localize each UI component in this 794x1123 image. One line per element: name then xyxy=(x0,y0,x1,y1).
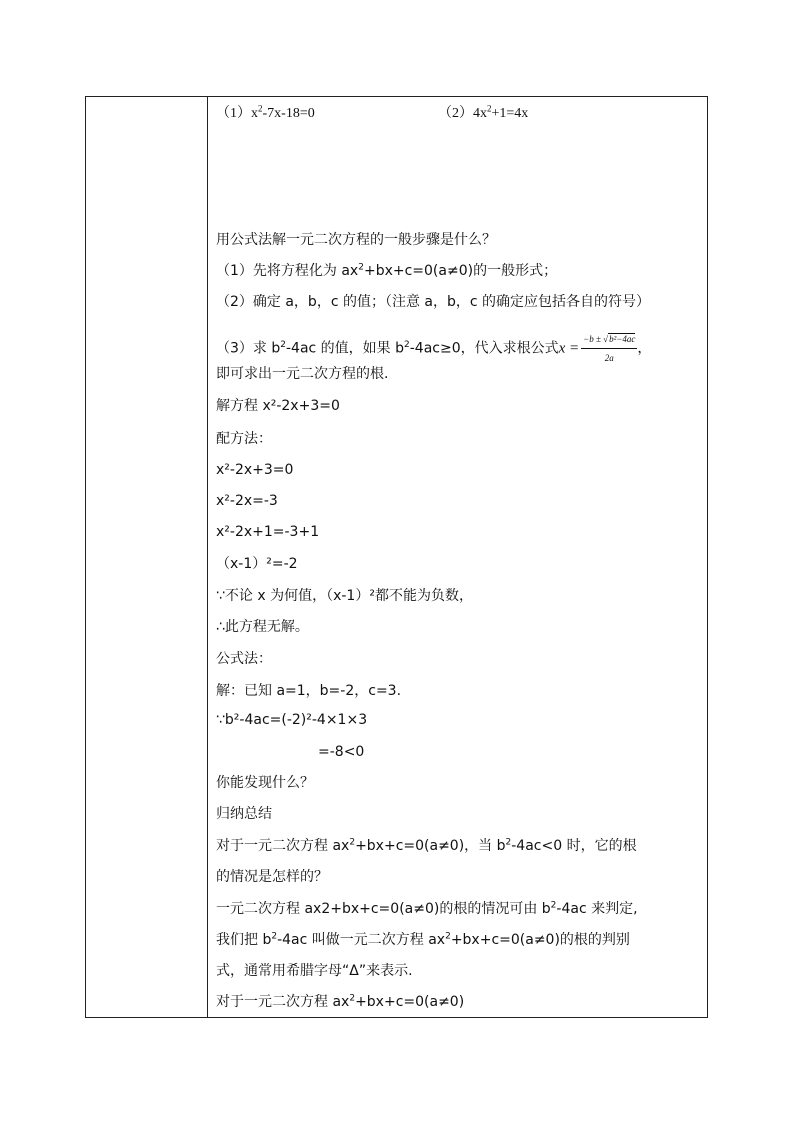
work-line-5: ∵不论 x 为何值，（x-1）²都不能为负数， xyxy=(216,588,473,604)
step-3-cont: 即可求出一元二次方程的根. xyxy=(216,366,389,382)
root-formula-lhs: x = xyxy=(558,340,580,357)
step-2: （2）确定 a，b，c 的值；（注意 a，b，c 的确定应包括各自的符号） xyxy=(216,294,651,310)
summary-line-4: 我们把 $b^2-4ac$ 叫做一元二次方程 $ax^2+bx+c=0(a\ne 0)$的根的判别 xyxy=(216,931,630,948)
step-3: （3）求 $b^2-4ac$ 的值，如果 $b^2-4ac\ge 0$，代入求根公式x = $\frac{\text{−b ± √b²−4ac}}{2a}$ ， xyxy=(216,330,651,367)
work-line-3: x²-2x+1=-3+1 xyxy=(216,524,320,540)
summary-line-1: 对于一元二次方程 $ax^2+bx+c=0(a\ne 0)$，当 $b^2-4ac<0$ 时，它的根 xyxy=(216,837,637,854)
problem-2: $(2)4x^2+1=4x$ xyxy=(438,103,529,121)
work-line-1: x²-2x+3=0 xyxy=(216,462,294,478)
work-line-2: x²-2x=-3 xyxy=(216,493,278,509)
method-formula: 公式法： xyxy=(216,651,272,667)
summary-line-6: 对于一元二次方程 $ax^2+bx+c=0(a\ne 0)$ xyxy=(216,993,465,1010)
problem-1: $(1)x^2-7x-18=0$ xyxy=(216,103,315,121)
discover-question: 你能发现什么？ xyxy=(216,775,314,791)
work-line-6: ∴此方程无解。 xyxy=(216,619,309,635)
work-line-9: =-8<0 xyxy=(318,744,365,760)
step-1: （1）先将方程化为 $ax^2+bx+c=0(a\ne 0)$的一般形式； xyxy=(216,262,558,279)
work-line-8: ∵b²-4ac=(-2)²-4×1×3 xyxy=(216,712,368,728)
lesson-table xyxy=(85,96,708,1018)
method-completing-square: 配方法： xyxy=(216,431,272,447)
work-line-7: 解：已知 a=1，b=-2，c=3. xyxy=(216,683,402,699)
content-cell xyxy=(208,97,707,1017)
left-column-cell xyxy=(86,97,208,1017)
summary-line-3: 一元二次方程 ax2+bx+c=0(a≠0)的根的情况可由 $b^2-4ac$ 来判定, xyxy=(216,900,638,917)
root-formula-fraction: $\frac{\text{−b ± √b²−4ac}}{2a}$ xyxy=(581,330,637,367)
steps-question: 用公式法解一元二次方程的一般步骤是什么？ xyxy=(216,232,496,248)
summary-heading: 归纳总结 xyxy=(216,806,272,822)
summary-line-5: 式，通常用希腊字母“Δ”来表示. xyxy=(216,963,413,979)
example-title: 解方程 x²-2x+3=0 xyxy=(216,398,340,414)
summary-line-2: 的情况是怎样的？ xyxy=(216,869,328,885)
work-line-4: （x-1）²=-2 xyxy=(216,556,298,572)
